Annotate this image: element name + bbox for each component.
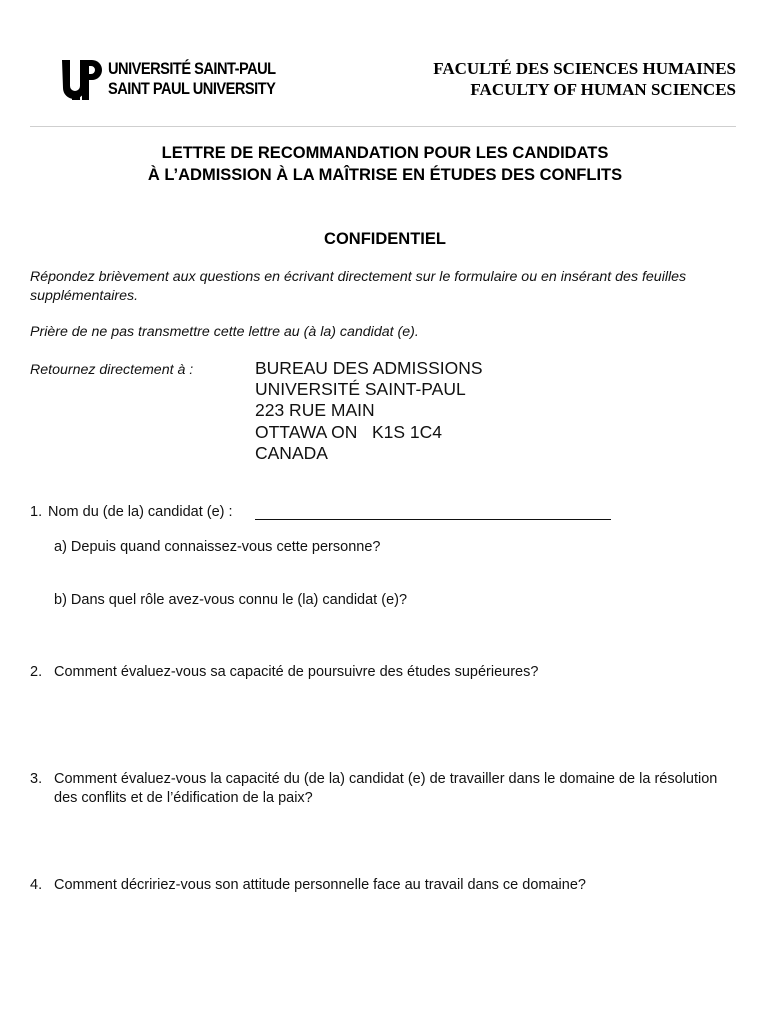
question-text: Comment décririez-vous son attitude personnelle face au travail dans ce domaine?: [54, 877, 586, 893]
university-logo: [60, 58, 280, 102]
usp-monogram-icon: [60, 58, 104, 102]
address-line: OTTAWA ON K1S 1C4: [255, 421, 443, 442]
address-line: CANADA: [255, 442, 328, 463]
candidate-name-label: Nom du (de la) candidat (e) :: [48, 504, 233, 520]
address-line: BUREAU DES ADMISSIONS: [255, 358, 483, 378]
question-text: Comment évaluez-vous sa capacité de poursuivre des études supérieures?: [54, 664, 539, 680]
question-number: 4.: [30, 877, 43, 893]
question-number: 3.: [30, 771, 43, 787]
question-1b: b) Dans quel rôle avez-vous connu le (la) candidat (e)?: [54, 592, 408, 608]
faculty-en: FACULTY OF HUMAN SCIENCES: [470, 80, 736, 99]
candidate-name-field[interactable]: [255, 519, 611, 520]
question-text: Comment évaluez-vous la capacité du (de la) candidat (e) de travailler dans le domaine de la résolution des conflits et de l’édification de la paix?: [54, 771, 718, 806]
instructions-respond: Répondez brièvement aux questions en écrivant directement sur le formulaire ou en insérant des feuilles supplémentaires.: [30, 269, 687, 304]
document-title-line1: LETTRE DE RECOMMANDATION POUR LES CANDIDATS: [161, 144, 609, 162]
header-divider: [30, 126, 736, 127]
logo-line-fr: UNIVERSITÉ SAINT-PAUL: [108, 59, 276, 78]
document-title-line2: À L’ADMISSION À LA MAÎTRISE EN ÉTUDES DES CONFLITS: [147, 166, 623, 184]
logo-wordmark: [108, 59, 276, 99]
question-number: 1.: [30, 504, 43, 520]
address-line: UNIVERSITÉ SAINT-PAUL: [255, 379, 466, 400]
question-number: 2.: [30, 664, 43, 680]
faculty-header: [433, 58, 736, 100]
return-label: Retournez directement à :: [30, 362, 194, 378]
instructions-do-not-transmit: Prière de ne pas transmettre cette lettre au (à la) candidat (e).: [30, 324, 419, 340]
return-address: [255, 358, 483, 464]
logo-line-en: SAINT PAUL UNIVERSITY: [108, 79, 276, 98]
faculty-fr: FACULTÉ DES SCIENCES HUMAINES: [433, 59, 736, 78]
address-line: 223 RUE MAIN: [255, 400, 375, 421]
confidential-heading: CONFIDENTIEL: [324, 230, 446, 248]
question-1a: a) Depuis quand connaissez-vous cette personne?: [54, 539, 381, 555]
